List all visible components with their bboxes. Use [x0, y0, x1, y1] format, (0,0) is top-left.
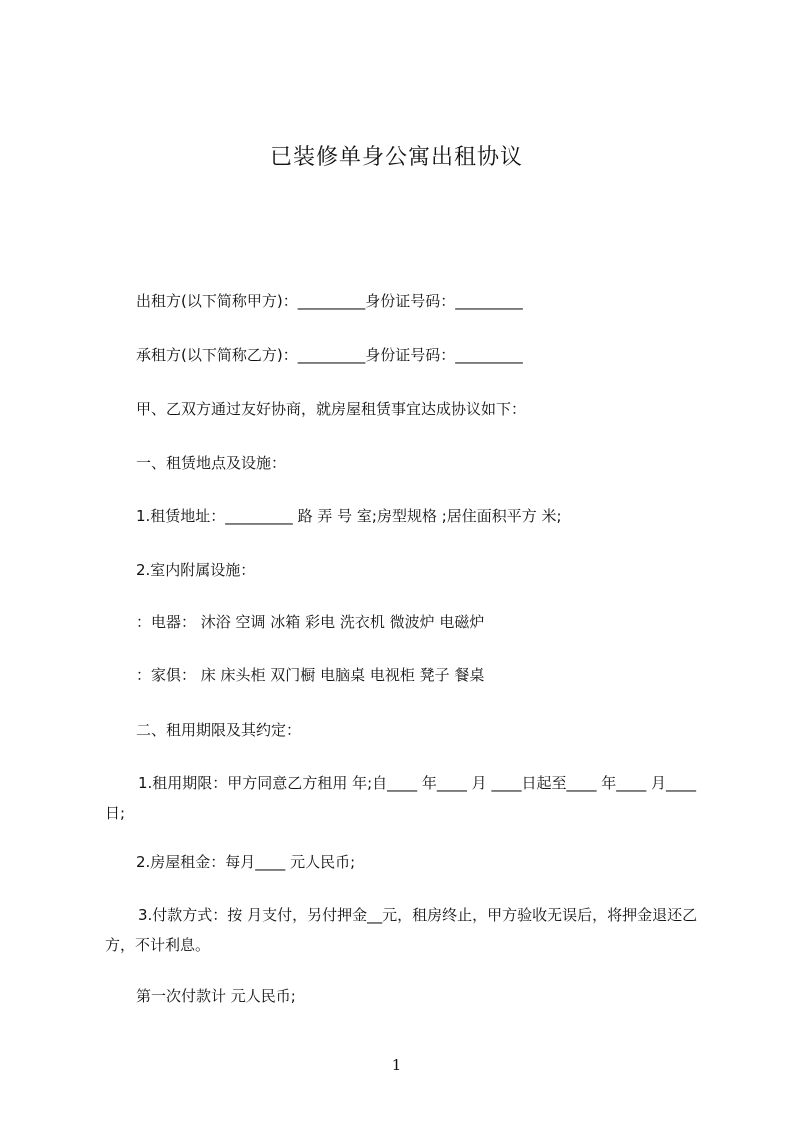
lessee-line: 承租方(以下简称乙方)：_________身份证号码：_________ — [136, 346, 523, 364]
rental-address-line: 1.租赁地址：_________ 路 弄 号 室;房型规格 ;居住面积平方 米; — [136, 507, 562, 525]
section1-heading: 一、租赁地点及设施： — [136, 454, 287, 472]
payment-method-paragraph: 3.付款方式：按 月支付，另付押金__元，租房终止，甲方验收无误后，将押金退还乙方，不计利息。 — [105, 906, 698, 954]
facilities-heading: 2.室内附属设施： — [136, 561, 256, 579]
first-payment-line: 第一次付款计 元人民币; — [136, 987, 296, 1005]
rental-period-paragraph: 1.租用期限：甲方同意乙方租用 年;自____ 年____ 月 ____日起至____ 年____ 月____ 日; — [105, 774, 701, 822]
appliances-line: ：电器： 沐浴 空调 冰箱 彩电 洗衣机 微波炉 电磁炉 — [136, 613, 485, 631]
intro-line: 甲、乙双方通过友好协商，就房屋租赁事宜达成协议如下： — [136, 400, 527, 418]
rent-amount-line: 2.房屋租金：每月____ 元人民币; — [136, 853, 356, 871]
page-title: 已装修单身公寓出租协议 — [269, 145, 523, 170]
lessor-line: 出租方(以下简称甲方)：_________身份证号码：_________ — [136, 292, 523, 310]
page-number: 1 — [391, 1056, 402, 1074]
furniture-line: ：家俱： 床 床头柜 双门橱 电脑桌 电视柜 凳子 餐桌 — [136, 666, 485, 684]
section2-heading: 二、租用期限及其约定： — [136, 721, 302, 739]
